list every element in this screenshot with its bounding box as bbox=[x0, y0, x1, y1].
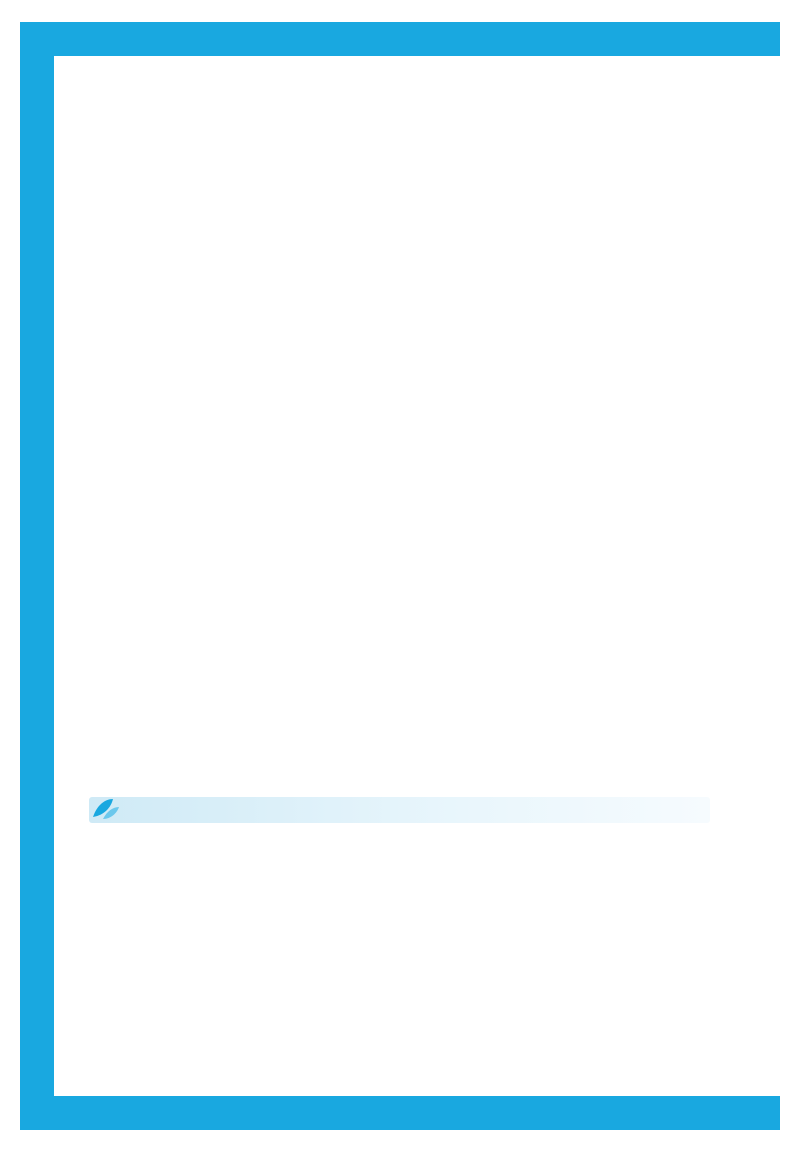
page-footer bbox=[95, 1064, 109, 1088]
page-sheet bbox=[54, 56, 780, 1096]
section-header bbox=[89, 797, 710, 823]
leaf-icon bbox=[91, 795, 121, 823]
